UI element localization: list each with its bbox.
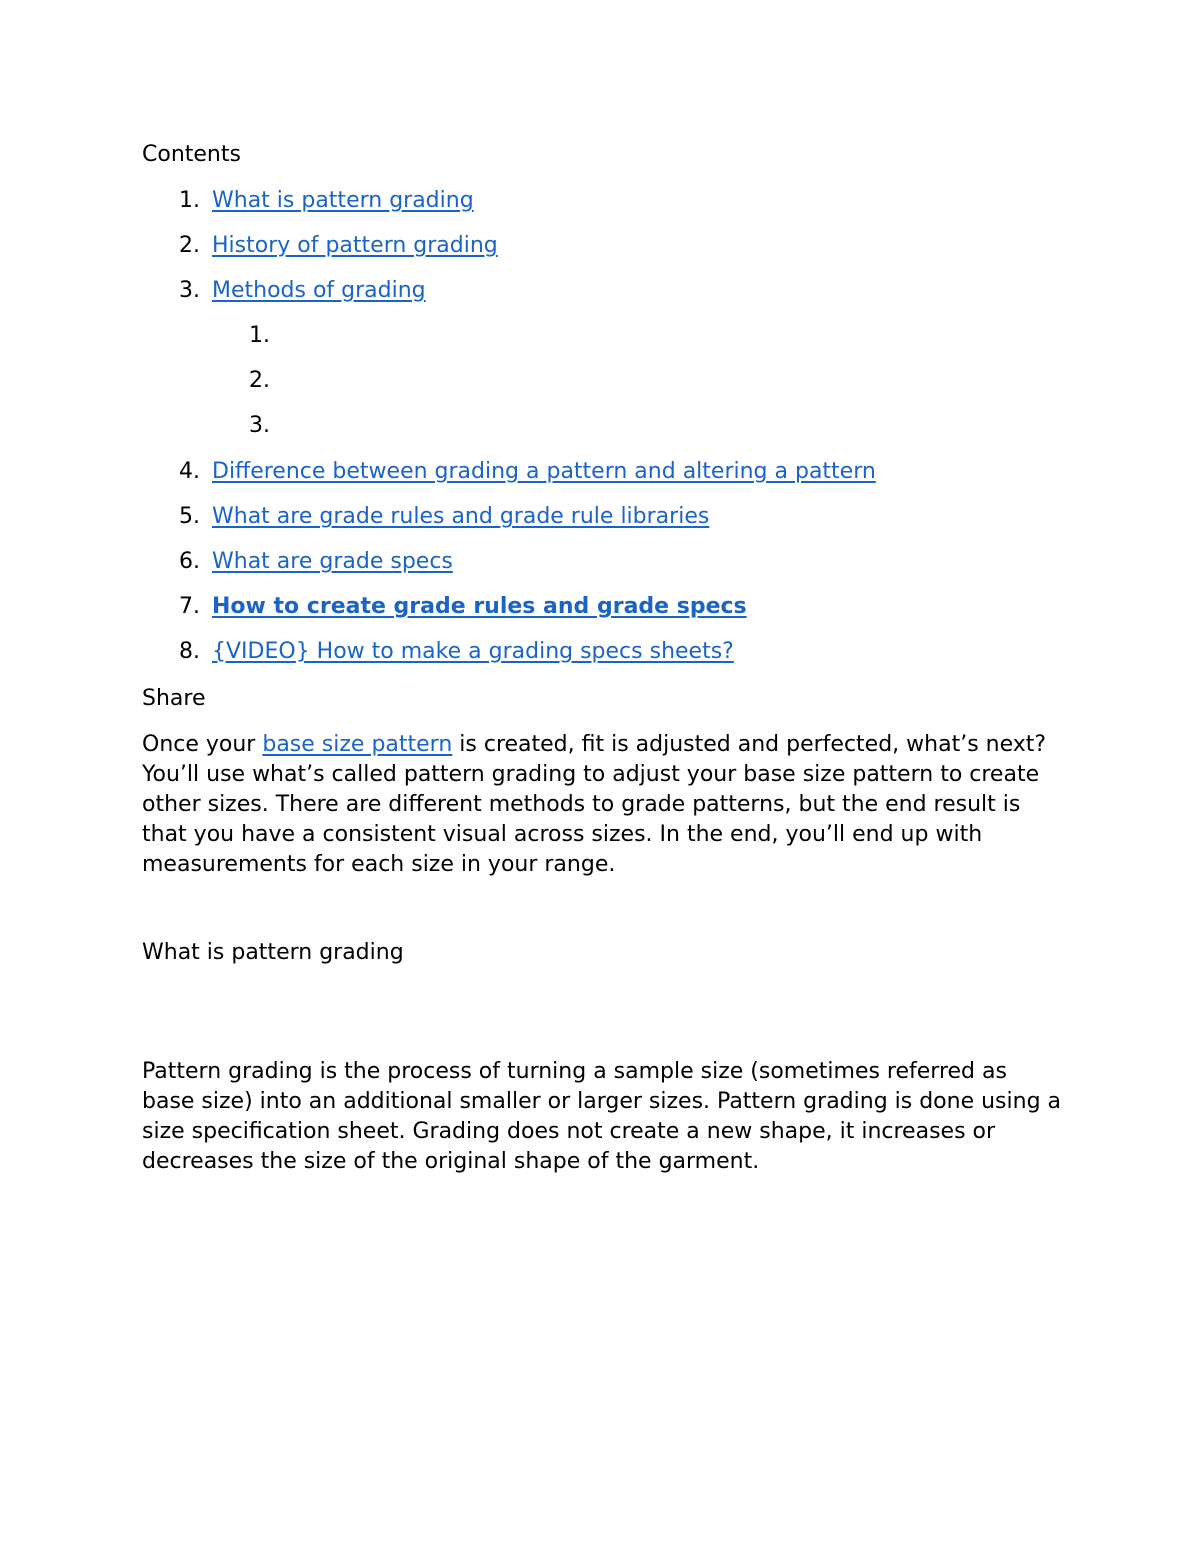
toc-number: 4. xyxy=(179,459,200,484)
intro-text-end: is created, fit is adjusted and perfected, what’s next? You’ll use what’s called pattern grading to adjust your base size pattern to create other sizes. There are different methods to grade patterns, but the end result is that you have a consistent visual across sizes. In the end, you’ll end up with measurements for each size in your range. xyxy=(142,732,1047,877)
toc-link-methods[interactable]: Methods of grading xyxy=(212,278,426,303)
toc-number: 8. xyxy=(179,639,200,664)
section-heading: What is pattern grading xyxy=(142,940,404,965)
toc-number: 7. xyxy=(179,594,200,619)
toc-sub-number: 2. xyxy=(249,368,270,393)
contents-heading: Contents xyxy=(142,142,241,167)
toc-link-video[interactable]: {VIDEO} How to make a grading specs sheets? xyxy=(212,639,734,664)
intro-paragraph xyxy=(142,730,1062,880)
intro-text-start: Once your xyxy=(142,732,263,757)
toc-sub-number: 1. xyxy=(249,323,270,348)
toc-link-what-is-pattern-grading[interactable]: What is pattern grading xyxy=(212,188,474,213)
toc-number: 3. xyxy=(179,278,200,303)
toc-link-how-to-create[interactable]: How to create grade rules and grade specs xyxy=(212,594,747,619)
toc-number: 6. xyxy=(179,549,200,574)
section-paragraph: Pattern grading is the process of turning a sample size (sometimes referred as base size) into an additional smaller or larger sizes. Pattern grading is done using a size specification sheet. Grading does not create a new shape, it increases or decreases the size of the original shape of the garment. xyxy=(142,1059,1062,1174)
base-size-pattern-link[interactable]: base size pattern xyxy=(262,732,453,757)
toc-number: 5. xyxy=(179,504,200,529)
toc-link-history[interactable]: History of pattern grading xyxy=(212,233,498,258)
toc-number: 2. xyxy=(179,233,200,258)
toc-sub-number: 3. xyxy=(249,413,270,438)
toc-link-grade-specs[interactable]: What are grade specs xyxy=(212,549,453,574)
toc-link-difference[interactable]: Difference between grading a pattern and altering a pattern xyxy=(212,459,876,484)
toc-number: 1. xyxy=(179,188,200,213)
toc-link-grade-rules[interactable]: What are grade rules and grade rule libraries xyxy=(212,504,710,529)
share-label: Share xyxy=(142,686,206,711)
